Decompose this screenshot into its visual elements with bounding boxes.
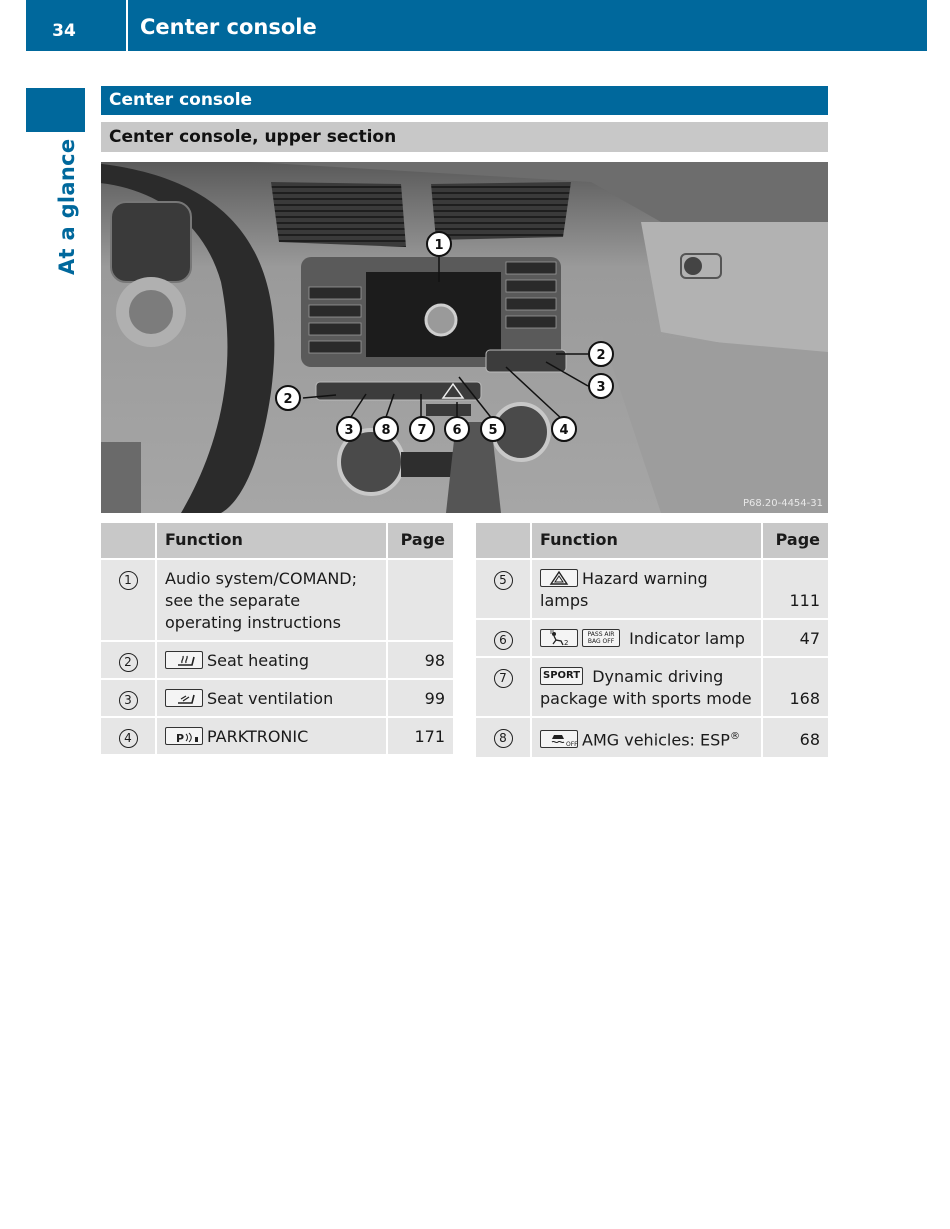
svg-text:2: 2: [596, 348, 606, 363]
table-header-function: Function: [531, 523, 762, 559]
header-title: Center console: [140, 15, 317, 39]
hazard-warning-icon: [540, 569, 578, 587]
airbag-person-icon: [540, 629, 578, 647]
table-row: [476, 619, 828, 657]
table-header-page: Page: [387, 523, 453, 559]
table-row: [101, 679, 453, 717]
table-header-row: [101, 523, 453, 559]
row-page: 47: [799, 629, 820, 648]
table-row: [101, 717, 453, 755]
callout-1: [427, 232, 451, 256]
svg-text:3: 3: [344, 423, 354, 438]
row-number: 1: [119, 571, 138, 590]
table-header-num: [101, 523, 156, 559]
passenger-airbag-off-icon: PASS AIR BAG OFF: [582, 629, 620, 647]
table-row: [476, 657, 828, 717]
center-console-illustration: [101, 162, 828, 513]
row-function-text: Indicator lamp: [629, 629, 745, 648]
section-title: Center console: [101, 86, 828, 115]
row-function-text: Hazard warning lamps: [540, 569, 708, 610]
row-number: 7: [494, 669, 513, 688]
section-subtitle: Center console, upper section: [101, 122, 828, 152]
svg-text:8: 8: [381, 423, 391, 438]
callout-4: [552, 417, 576, 441]
table-row: [476, 717, 828, 758]
table-header-page: Page: [762, 523, 828, 559]
parktronic-icon: [165, 727, 203, 745]
table-header-row: [476, 523, 828, 559]
center-console-photo: [101, 162, 828, 513]
table-header-function: Function: [156, 523, 387, 559]
table-row: [101, 559, 453, 641]
figure-code: P68.20-4454-31: [742, 498, 823, 509]
esp-off-icon: [540, 730, 578, 748]
page-number: 34: [52, 21, 76, 41]
header-divider: [126, 0, 128, 51]
row-page: 99: [424, 689, 445, 708]
row-page: 68: [799, 730, 820, 750]
row-function-text: AMG vehicles: ESP: [582, 730, 730, 750]
callout-2-left: [276, 386, 300, 410]
page-header: [26, 0, 927, 51]
side-tab-marker: [26, 88, 85, 132]
row-function-text: Seat ventilation: [207, 689, 334, 708]
table-header-num: [476, 523, 531, 559]
row-page: 98: [424, 651, 445, 670]
svg-text:6: 6: [452, 423, 462, 438]
row-function-text: Dynamic driving package with sports mode: [540, 667, 752, 708]
row-page: 111: [789, 591, 820, 610]
callout-7: [410, 417, 434, 441]
svg-text:5: 5: [488, 423, 498, 438]
function-table-right: [476, 523, 828, 759]
row-page: 168: [789, 689, 820, 708]
callout-6: [445, 417, 469, 441]
callout-8: [374, 417, 398, 441]
row-function-text: PARKTRONIC: [207, 727, 309, 746]
row-number: 6: [494, 631, 513, 650]
sport-icon: SPORT: [540, 667, 583, 685]
callout-3-right: [589, 374, 613, 398]
svg-text:3: 3: [596, 380, 606, 395]
row-function-text: Audio system/COMAND; see the separate operating instructions: [165, 569, 357, 632]
row-page: 171: [414, 727, 445, 746]
row-number: 3: [119, 691, 138, 710]
svg-text:4: 4: [559, 423, 569, 438]
svg-text:1: 1: [434, 238, 444, 253]
function-table-left: [101, 523, 453, 756]
row-number: 8: [494, 729, 513, 748]
svg-text:OFF: OFF: [566, 740, 577, 747]
row-number: 4: [119, 729, 138, 748]
seat-heating-icon: [165, 651, 203, 669]
row-function-text: Seat heating: [207, 651, 309, 670]
table-row: [476, 559, 828, 619]
callout-3-left: [337, 417, 361, 441]
side-tab-label: At a glance: [55, 138, 79, 275]
row-number: 2: [119, 653, 138, 672]
table-row: [101, 641, 453, 679]
svg-text:P: P: [176, 731, 185, 744]
callout-2-right: [589, 342, 613, 366]
svg-text:2: 2: [283, 392, 293, 407]
row-number: 5: [494, 571, 513, 590]
callout-5: [481, 417, 505, 441]
seat-ventilation-icon: [165, 689, 203, 707]
registered-mark: ®: [729, 731, 740, 742]
svg-text:2: 2: [564, 638, 569, 646]
svg-text:7: 7: [417, 423, 427, 438]
